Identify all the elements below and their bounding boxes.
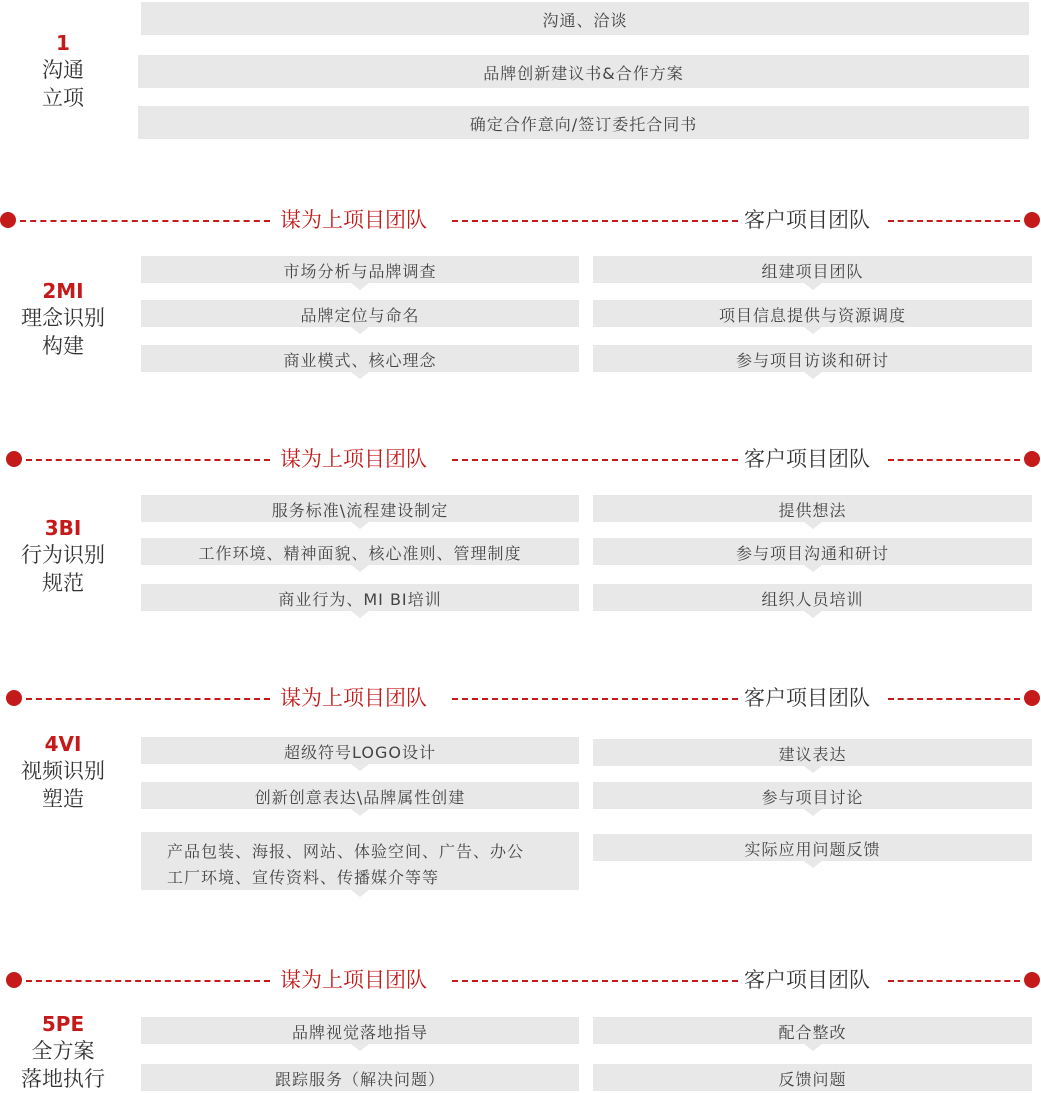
team-divider xyxy=(0,684,1041,714)
team-divider xyxy=(0,445,1041,475)
client-team-label: 客户项目团队 xyxy=(744,686,870,710)
client-task: 组建项目团队 xyxy=(593,256,1032,283)
client-task: 参与项目访谈和研讨 xyxy=(593,345,1032,372)
client-team-label: 客户项目团队 xyxy=(744,208,870,232)
stage-number: 3BI xyxy=(44,516,82,540)
client-task: 实际应用问题反馈 xyxy=(593,834,1032,861)
team-divider xyxy=(0,966,1041,996)
stage-1-step: 确定合作意向/签订委托合同书 xyxy=(138,106,1029,139)
agency-task: 品牌定位与命名 xyxy=(141,300,579,327)
stage-3-label xyxy=(8,515,118,597)
agency-task: 商业行为、MI BI培训 xyxy=(141,584,579,611)
divider-dash xyxy=(888,220,1020,222)
divider-dash xyxy=(888,980,1020,982)
agency-task: 商业模式、核心理念 xyxy=(141,345,579,372)
agency-task: 创新创意表达\品牌属性创建 xyxy=(141,782,579,809)
divider-dash xyxy=(452,980,738,982)
divider-left-dot xyxy=(6,690,22,706)
divider-dash xyxy=(452,220,738,222)
divider-left-dot xyxy=(6,972,22,988)
client-task: 项目信息提供与资源调度 xyxy=(593,300,1032,327)
divider-dash xyxy=(888,698,1020,700)
client-task: 反馈问题 xyxy=(593,1064,1032,1091)
divider-dash xyxy=(26,459,270,461)
agency-task: 市场分析与品牌调查 xyxy=(141,256,579,283)
stage-4-label xyxy=(8,731,118,813)
agency-team-label: 谋为上项目团队 xyxy=(280,447,427,471)
agency-team-label: 谋为上项目团队 xyxy=(280,208,427,232)
divider-dash xyxy=(20,220,270,222)
agency-task: 跟踪服务（解决问题） xyxy=(141,1064,579,1091)
client-team-label: 客户项目团队 xyxy=(744,968,870,992)
divider-dash xyxy=(26,980,270,982)
client-team-label: 客户项目团队 xyxy=(744,447,870,471)
stage-name-line1: 行为识别 xyxy=(21,543,105,567)
divider-right-dot xyxy=(1024,451,1040,467)
stage-number: 2MI xyxy=(42,279,84,303)
stage-1-label xyxy=(8,30,118,112)
divider-dash xyxy=(26,698,270,700)
stage-name-line1: 沟通 xyxy=(42,58,84,82)
divider-right-dot xyxy=(1024,690,1040,706)
stage-name-line1: 视频识别 xyxy=(21,759,105,783)
client-task: 提供想法 xyxy=(593,495,1032,522)
divider-left-dot xyxy=(6,451,22,467)
agency-task-multiline xyxy=(141,832,579,890)
agency-task: 品牌视觉落地指导 xyxy=(141,1017,579,1044)
agency-team-label: 谋为上项目团队 xyxy=(280,686,427,710)
client-task: 参与项目讨论 xyxy=(593,782,1032,809)
stage-2-label xyxy=(8,278,118,360)
divider-right-dot xyxy=(1024,212,1040,228)
team-divider xyxy=(0,206,1041,236)
task-line: 产品包装、海报、网站、体验空间、广告、办公 xyxy=(167,842,525,861)
divider-right-dot xyxy=(1024,972,1040,988)
divider-dash xyxy=(452,698,738,700)
divider-dash xyxy=(888,459,1020,461)
stage-number: 5PE xyxy=(41,1012,85,1036)
stage-name-line2: 立项 xyxy=(42,86,84,110)
client-task: 组织人员培训 xyxy=(593,584,1032,611)
agency-team-label: 谋为上项目团队 xyxy=(280,968,427,992)
agency-task: 工作环境、精神面貌、核心准则、管理制度 xyxy=(141,538,579,565)
stage-number: 4VI xyxy=(44,732,82,756)
client-task: 参与项目沟通和研讨 xyxy=(593,538,1032,565)
task-line: 工厂环境、宣传资料、传播媒介等等 xyxy=(167,868,440,887)
stage-name-line2: 构建 xyxy=(42,334,84,358)
agency-task: 服务标准\流程建设制定 xyxy=(141,495,579,522)
stage-number: 1 xyxy=(56,31,70,55)
stage-1-step: 品牌创新建议书&合作方案 xyxy=(138,55,1029,88)
stage-1-step: 沟通、洽谈 xyxy=(141,2,1029,35)
divider-left-dot xyxy=(0,212,16,228)
stage-name-line1: 全方案 xyxy=(31,1039,95,1063)
stage-name-line2: 规范 xyxy=(42,571,84,595)
stage-name-line2: 塑造 xyxy=(42,787,84,811)
stage-5-label xyxy=(8,1011,118,1093)
agency-task: 超级符号LOGO设计 xyxy=(141,737,579,764)
divider-dash xyxy=(452,459,738,461)
stage-name-line2: 落地执行 xyxy=(21,1067,105,1091)
stage-name-line1: 理念识别 xyxy=(21,306,105,330)
client-task: 建议表达 xyxy=(593,739,1032,766)
client-task: 配合整改 xyxy=(593,1017,1032,1044)
